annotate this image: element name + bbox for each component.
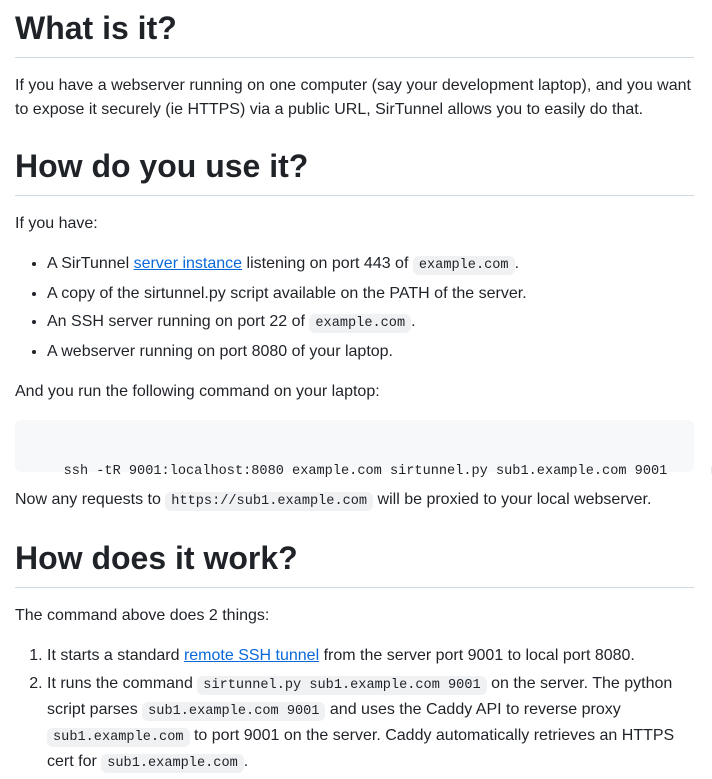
inline-code: example.com — [309, 314, 411, 333]
command-text: ssh -tR 9001:localhost:8080 example.com sirtunnel.py sub1.example.com 9001 — [63, 464, 668, 479]
heading-what-is-it: What is it? — [15, 8, 694, 58]
intro-paragraph: If you have a webserver running on one computer (say your development laptop), and you want to expose it securely (ie HTTPS) via a public URL, SirTunnel allows you to easily do that. — [15, 77, 691, 118]
inline-code: sirtunnel.py sub1.example.com 9001 — [197, 676, 486, 695]
heading-how-do-you-use-it: How do you use it? — [15, 146, 694, 196]
steps-list — [15, 644, 694, 776]
inline-code: example.com — [413, 256, 515, 275]
inline-code: sub1.example.com — [101, 754, 244, 773]
command-code-block — [15, 420, 694, 479]
inline-code: https://sub1.example.com — [165, 492, 373, 511]
copy-button[interactable] — [660, 432, 680, 452]
server-instance-link[interactable]: server instance — [133, 255, 243, 272]
steps-intro: The command above does 2 things: — [15, 607, 270, 624]
requirements-list — [15, 252, 694, 364]
inline-code: sub1.example.com — [47, 728, 190, 747]
list-item: • A webserver running on port 8080 of your laptop. — [47, 340, 694, 364]
remote-ssh-tunnel-link[interactable]: remote SSH tunnel — [183, 647, 320, 664]
inline-code: sub1.example.com 9001 — [142, 702, 325, 721]
requirements-intro: If you have: — [15, 215, 98, 232]
list-item: • A SirTunnel server instance listening on port 443 of example.com . — [47, 252, 694, 278]
list-item: 2. It runs the command sirtunnel.py sub1.example.com 9001 on the server. The python script parses sub1.example.com 9001 and uses the Caddy API to reverse proxy sub1.example.com to port 9001 on the server. Caddy automatically retrieves an HTTPS cert for sub1.example.com . — [47, 672, 694, 776]
list-item: 1. It starts a standard remote SSH tunnel from the server port 9001 to local port 8080. — [47, 644, 694, 668]
result-paragraph: Now any requests to https://sub1.example.com will be proxied to your local webserver. — [15, 491, 652, 509]
list-item: • A copy of the sirtunnel.py script available on the PATH of the server. — [47, 282, 694, 306]
readme-content — [0, 8, 712, 776]
list-item: • An SSH server running on port 22 of example.com . — [47, 310, 694, 336]
run-command-text: And you run the following command on your laptop: — [15, 383, 380, 400]
heading-how-does-it-work: How does it work? — [15, 538, 694, 588]
